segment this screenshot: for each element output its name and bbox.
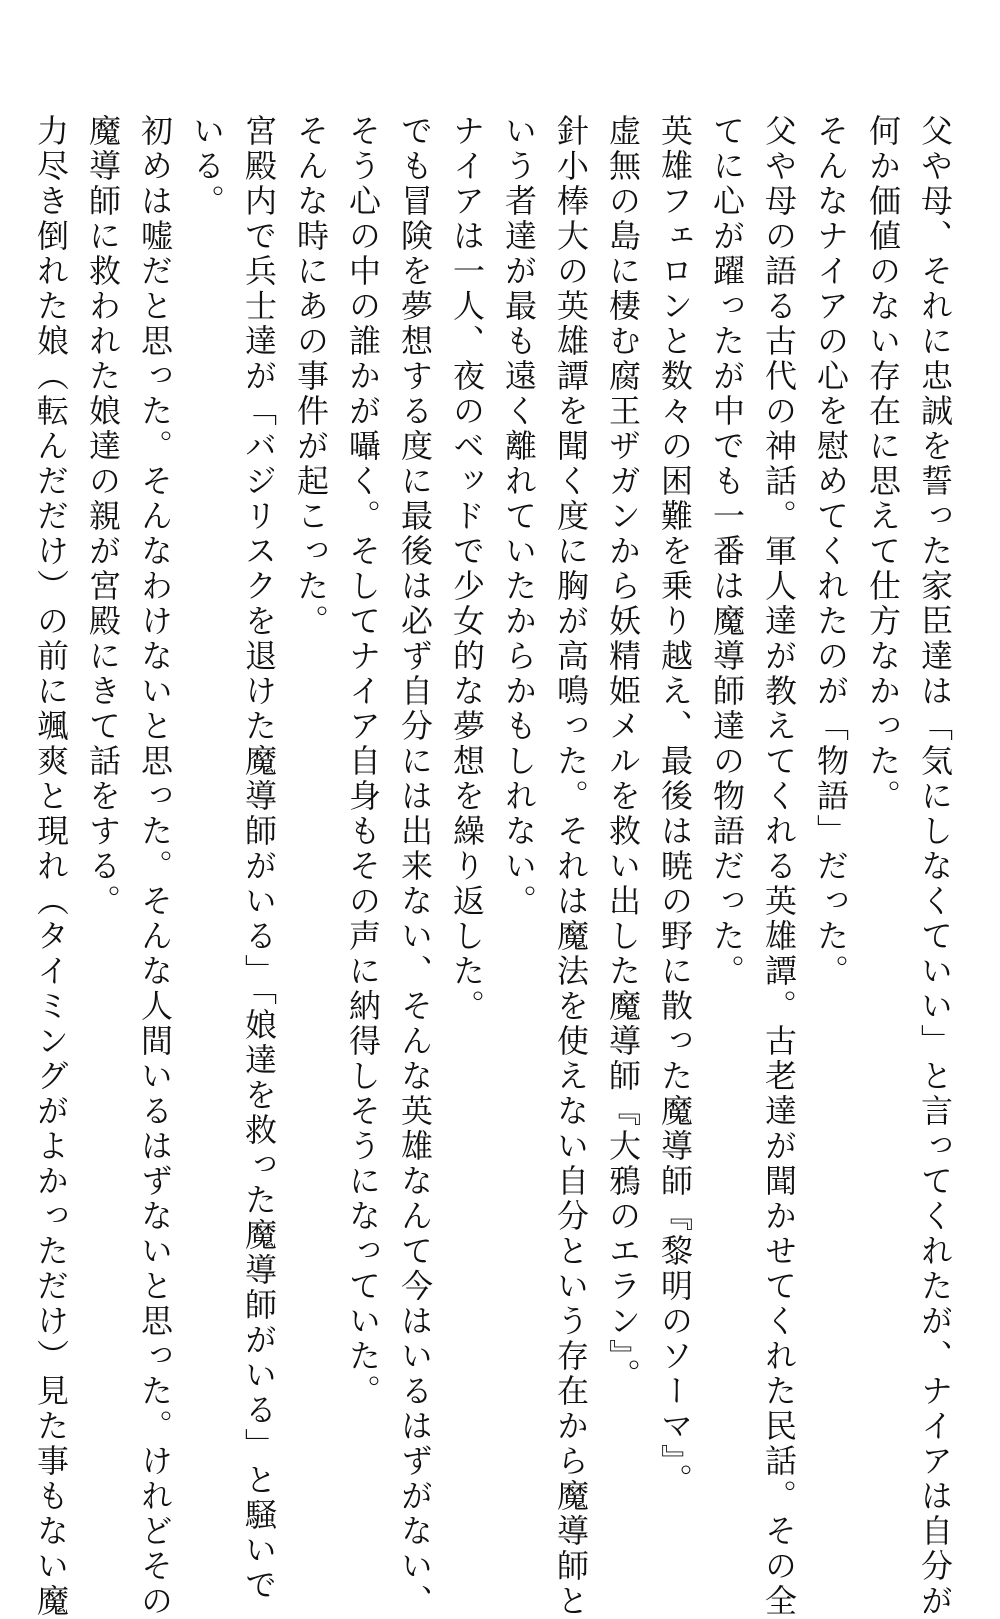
text-column-10: ナイアは一人、夜のベッドで少女的な夢想を繰り返した。 (448, 114, 486, 1024)
text-column-15: いる。 (188, 114, 226, 219)
text-column-3: そんなナイアの心を慰めてくれたのが「物語」だった。 (812, 114, 850, 989)
text-column-5: てに心が躍ったが中でも一番は魔導師達の物語だった。 (708, 114, 746, 989)
vertical-text-body (32, 114, 954, 1619)
text-column-13: そんな時にあの事件が起こった。 (292, 114, 330, 639)
text-column-6: 英雄フェロンと数々の困難を乗り越え、最後は暁の野に散った魔導師『黎明のソーマ』。 (656, 114, 694, 1498)
text-column-18: 力尽き倒れた娘（転んだだけ）の前に颯爽と現れ（タイミングがよかっただけ）見た事もない魔 (32, 114, 70, 1619)
text-column-7: 虚無の島に棲む腐王ザガンから妖精姫メルを救い出した魔導師『大鴉のエラン』。 (604, 114, 642, 1393)
text-column-16: 初めは嘘だと思った。そんなわけないと思った。そんな人間いるはずないと思った。けれどその (136, 114, 174, 1619)
text-column-1: 父や母、それに忠誠を誓った家臣達は「気にしなくていい」と言ってくれたが、ナイアは自分が (916, 114, 954, 1619)
text-column-17: 魔導師に救われた娘達の親が宮殿にきて話をする。 (84, 114, 122, 919)
text-column-9: いう者達が最も遠く離れていたからかもしれない。 (500, 114, 538, 919)
text-column-8: 針小棒大の英雄譚を聞く度に胸が高鳴った。それは魔法を使えない自分という存在から魔導師と (552, 114, 590, 1619)
text-column-11: でも冒険を夢想する度に最後は必ず自分には出来ない、そんな英雄なんて今はいるはずがない、 (396, 114, 434, 1619)
text-column-2: 何か価値のない存在に思えて仕方なかった。 (864, 114, 902, 814)
text-column-12: そう心の中の誰かが囁く。そしてナイア自身もその声に納得しそうになっていた。 (344, 114, 382, 1409)
text-column-4: 父や母の語る古代の神話。軍人達が教えてくれる英雄譚。古老達が聞かせてくれた民話。その全 (760, 114, 798, 1619)
text-column-14: 宮殿内で兵士達が「バジリスクを退けた魔導師がいる」「娘達を救った魔導師がいる」と騒いで (240, 114, 278, 1603)
